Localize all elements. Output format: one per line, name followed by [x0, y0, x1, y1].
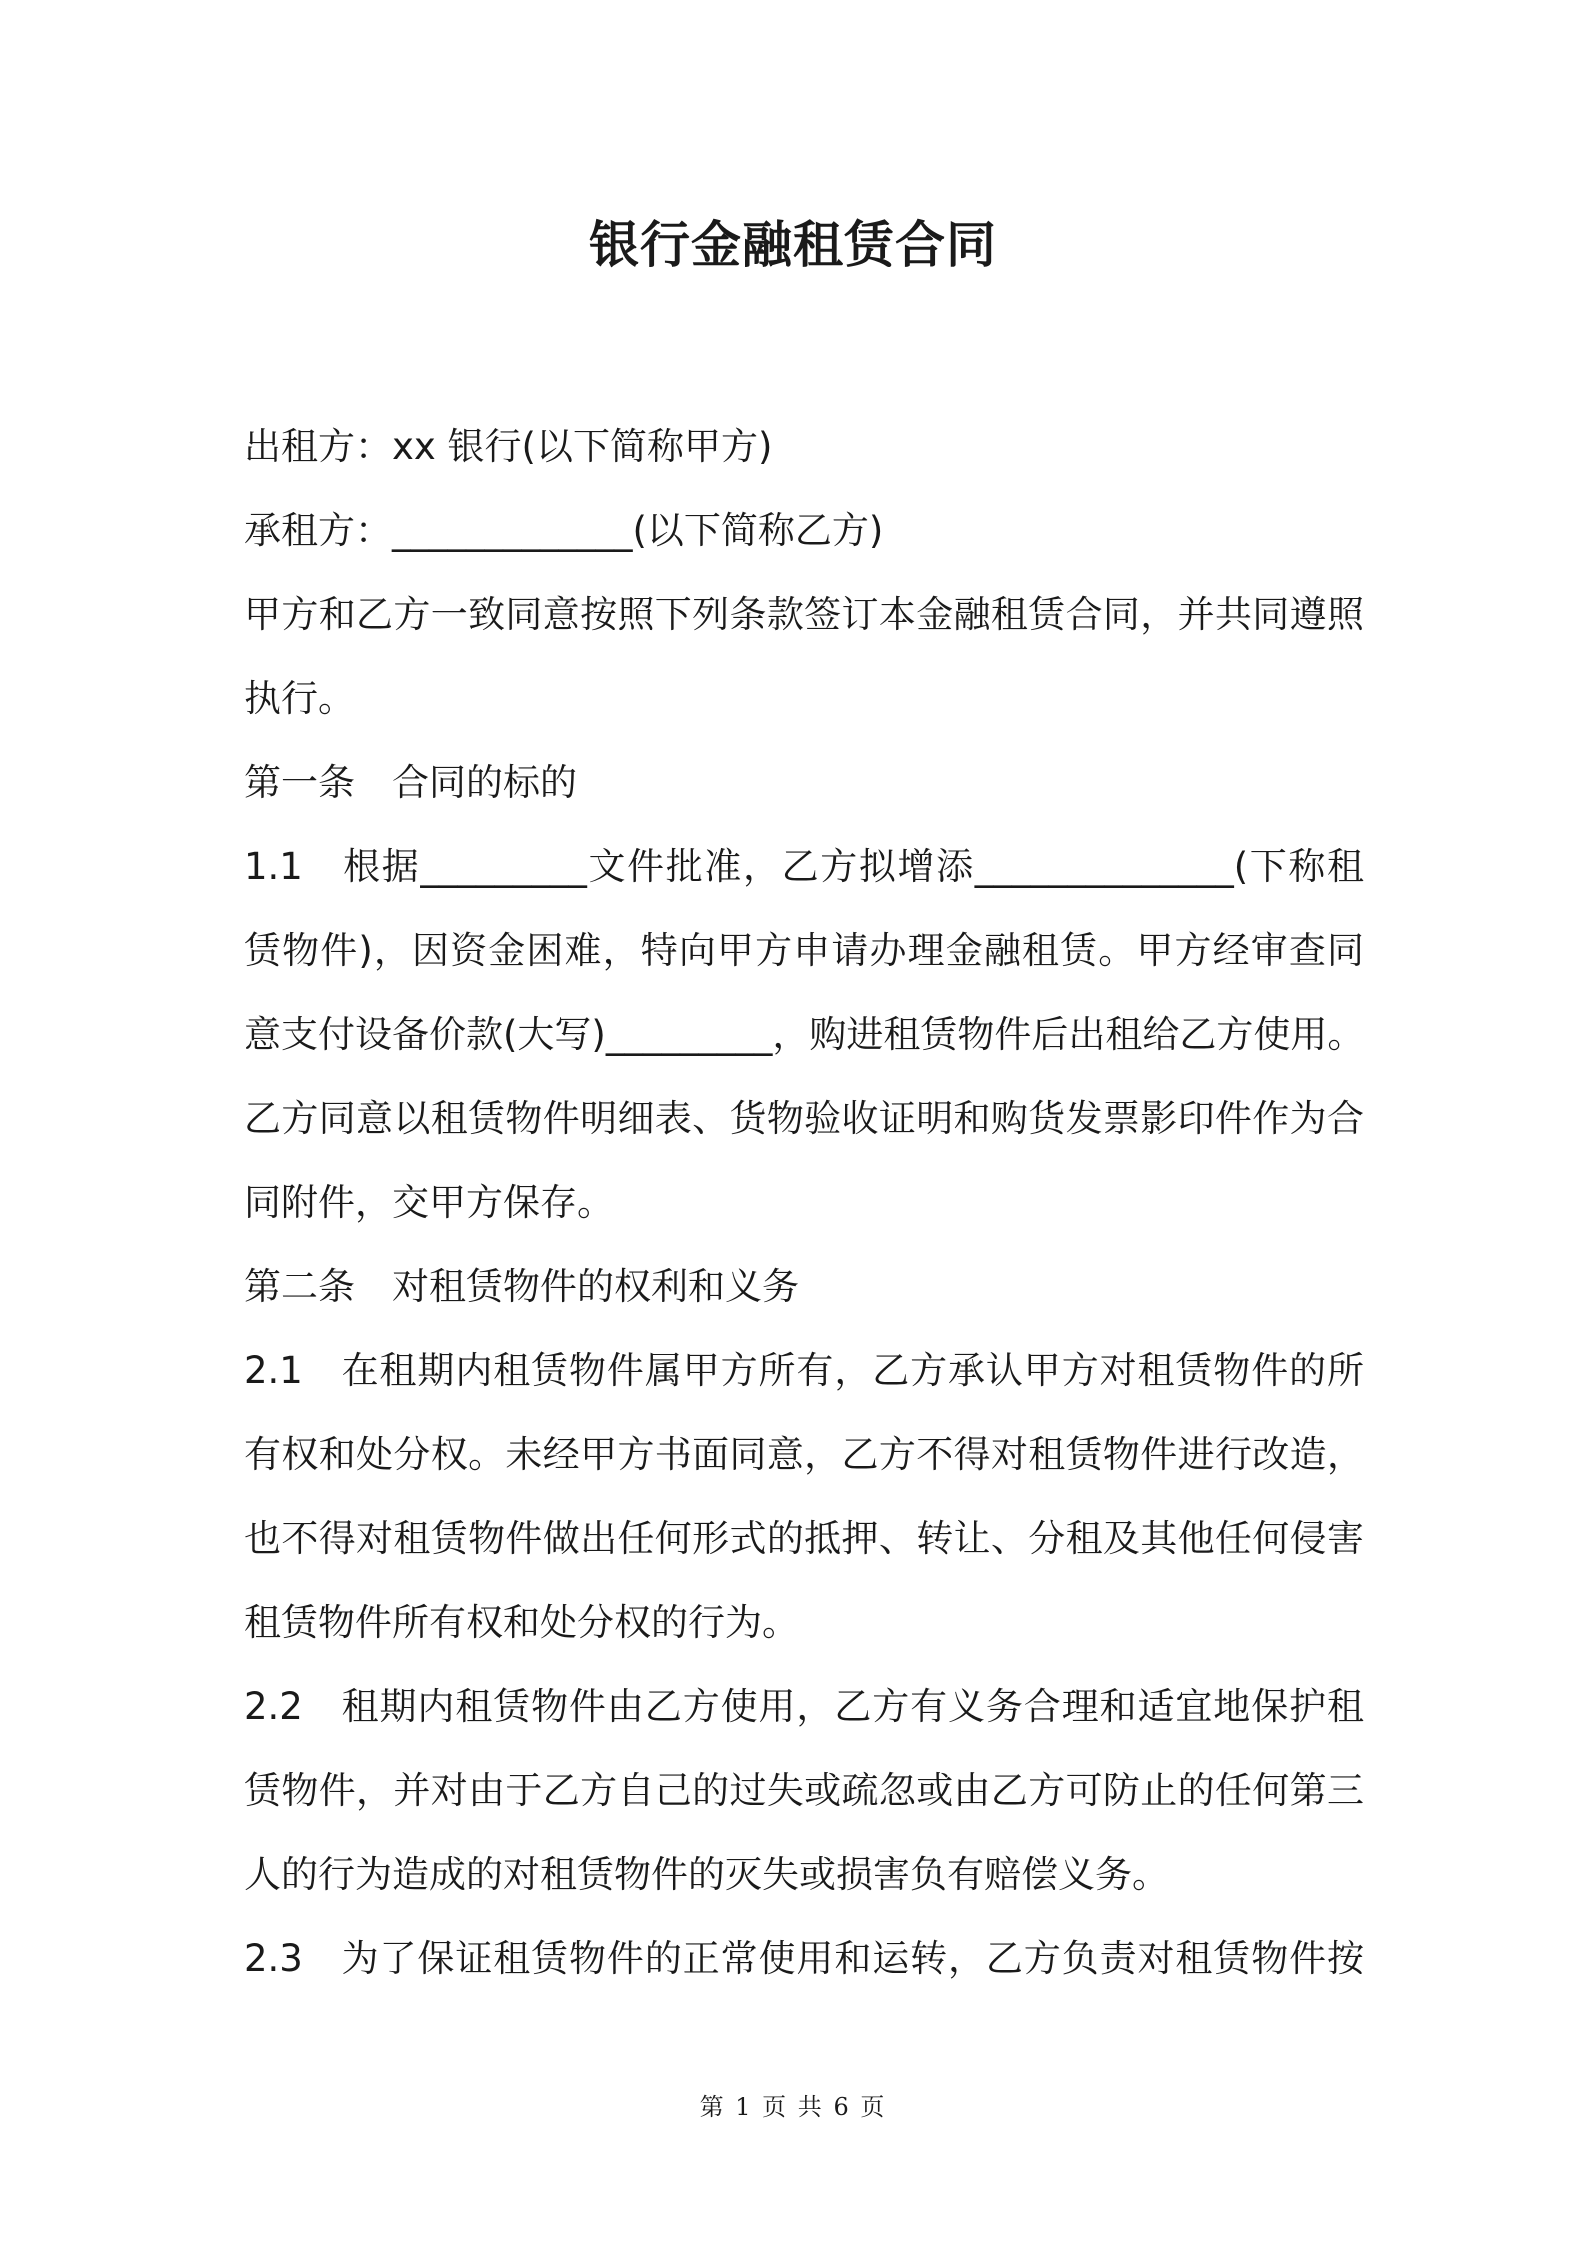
page-number-footer: 第 1 页 共 6 页: [699, 2093, 887, 2121]
article-heading: 第二条 对租赁物件的权利和义务: [244, 1265, 799, 1308]
document-body: [244, 405, 1364, 2001]
paragraph-line: 乙方同意以租赁物件明细表、货物验收证明和购货发票影印件作为合: [244, 1097, 1364, 1140]
paragraph-line: 2.1 在租期内租赁物件属甲方所有，乙方承认甲方对租赁物件的所: [244, 1349, 1364, 1392]
paragraph-line: 租赁物件所有权和处分权的行为。: [244, 1601, 799, 1644]
article-heading: 第一条 合同的标的: [244, 761, 577, 804]
paragraph-line: 2.3 为了保证租赁物件的正常使用和运转，乙方负责对租赁物件按: [244, 1937, 1364, 1980]
paragraph-line: 执行。: [244, 677, 355, 720]
paragraph-line: 赁物件)，因资金困难，特向甲方申请办理金融租赁。甲方经审查同: [244, 929, 1364, 972]
paragraph-line: 赁物件，并对由于乙方自己的过失或疏忽或由乙方可防止的任何第三: [244, 1769, 1364, 1812]
paragraph-line: 1.1 根据_________文件批准，乙方拟增添______________(下称租: [244, 845, 1364, 888]
lessee-line: 承租方：_____________(以下简称乙方): [244, 509, 884, 552]
paragraph-line: 同附件，交甲方保存。: [244, 1181, 614, 1224]
paragraph-line: 有权和处分权。未经甲方书面同意，乙方不得对租赁物件进行改造，: [244, 1433, 1364, 1476]
document-title: 银行金融租赁合同: [589, 216, 997, 274]
paragraph-line: 也不得对租赁物件做出任何形式的抵押、转让、分租及其他任何侵害: [244, 1517, 1364, 1560]
lessor-line: 出租方：xx 银行(以下简称甲方): [244, 425, 773, 468]
paragraph-line: 人的行为造成的对租赁物件的灭失或损害负有赔偿义务。: [244, 1853, 1169, 1896]
paragraph-line: 甲方和乙方一致同意按照下列条款签订本金融租赁合同，并共同遵照: [244, 593, 1364, 636]
paragraph-line: 意支付设备价款(大写)_________，购进租赁物件后出租给乙方使用。: [244, 1013, 1364, 1056]
paragraph-line: 2.2 租期内租赁物件由乙方使用，乙方有义务合理和适宜地保护租: [244, 1685, 1364, 1728]
